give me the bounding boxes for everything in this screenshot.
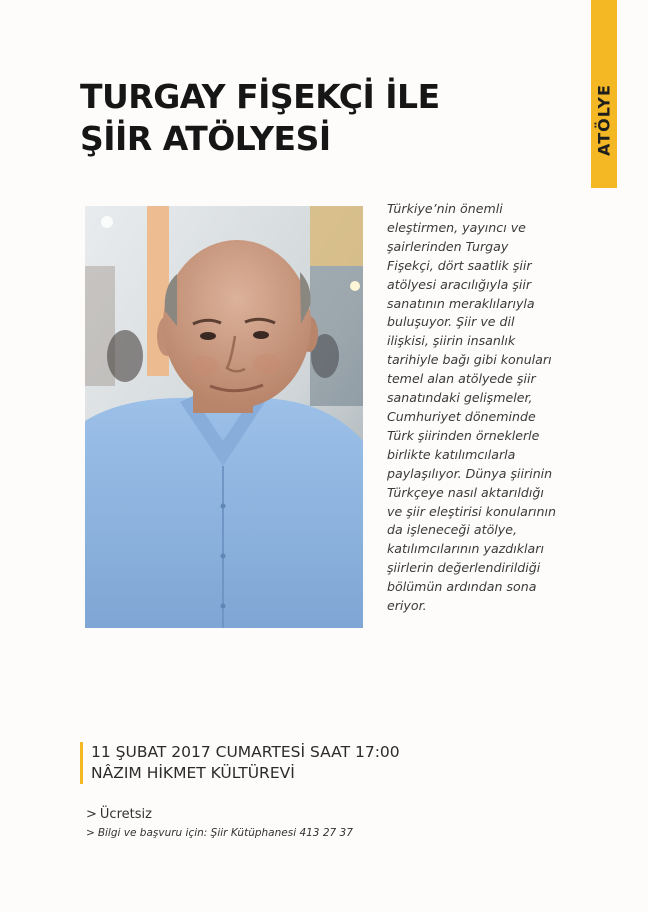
description-line: sanatının meraklılarıyla: [387, 295, 535, 311]
description-line: da işleneceği atölye,: [387, 522, 517, 538]
description-line: katılımcılarının yazdıkları: [387, 541, 544, 557]
description-line: Türkçeye nasıl aktarıldığı: [387, 484, 544, 500]
portrait-illustration: [85, 206, 363, 628]
side-tab: [591, 0, 617, 188]
contact-text: Bilgi ve başvuru için: Şiir Kütüphanesi 413 27 37: [97, 827, 353, 839]
event-datetime: 11 ŞUBAT 2017 CUMARTESİ SAAT 17:00: [91, 743, 400, 761]
description-line: sanatındaki gelişmeler,: [387, 390, 533, 406]
price-text: Ücretsiz: [99, 807, 152, 822]
description-line: eriyor.: [387, 598, 427, 614]
description-line: şairlerinden Turgay: [387, 238, 509, 254]
arrow-icon: >: [86, 807, 97, 822]
contact-line: [86, 824, 353, 842]
description-line: bölümün ardından sona: [387, 579, 537, 595]
title-line-1: TURGAY FİŞEKÇİ İLE: [80, 77, 440, 116]
description-line: Türkiye’nin önemli: [387, 201, 503, 216]
page-title: [80, 76, 440, 160]
event-info: [86, 806, 353, 842]
description-text: [387, 200, 562, 616]
description-line: birlikte katılımcılarla: [387, 446, 516, 462]
arrow-icon: >: [86, 827, 95, 839]
description-line: ilişkisi, şiirin insanlık: [387, 333, 516, 349]
description-line: Türk şiirinden örneklerle: [387, 427, 540, 443]
description-line: temel alan atölyede şiir: [387, 371, 536, 387]
description-line: Fişekçi, dört saatlik şiir: [387, 257, 532, 273]
description-line: eleştirmen, yayıncı ve: [387, 219, 526, 235]
side-tab-label: ATÖLYE: [594, 84, 614, 156]
description-line: atölyesi aracılığıyla şiir: [387, 276, 532, 292]
title-line-2: ŞİİR ATÖLYESİ: [80, 119, 331, 158]
description-line: ve şiir eleştirisi konularının: [387, 503, 556, 519]
event-venue: NÂZIM HİKMET KÜLTÜREVİ: [91, 764, 295, 782]
event-details: [80, 742, 400, 784]
description-line: tarihiyle bağı gibi konuları: [387, 352, 552, 368]
description-line: buluşuyor. Şiir ve dil: [387, 314, 515, 330]
description-line: paylaşılıyor. Dünya şiirinin: [387, 465, 553, 481]
description-line: şiirlerin değerlendirildiği: [387, 560, 541, 576]
description-line: Cumhuriyet döneminde: [387, 408, 536, 424]
portrait-photo: [85, 206, 363, 628]
price-line: [86, 806, 353, 824]
